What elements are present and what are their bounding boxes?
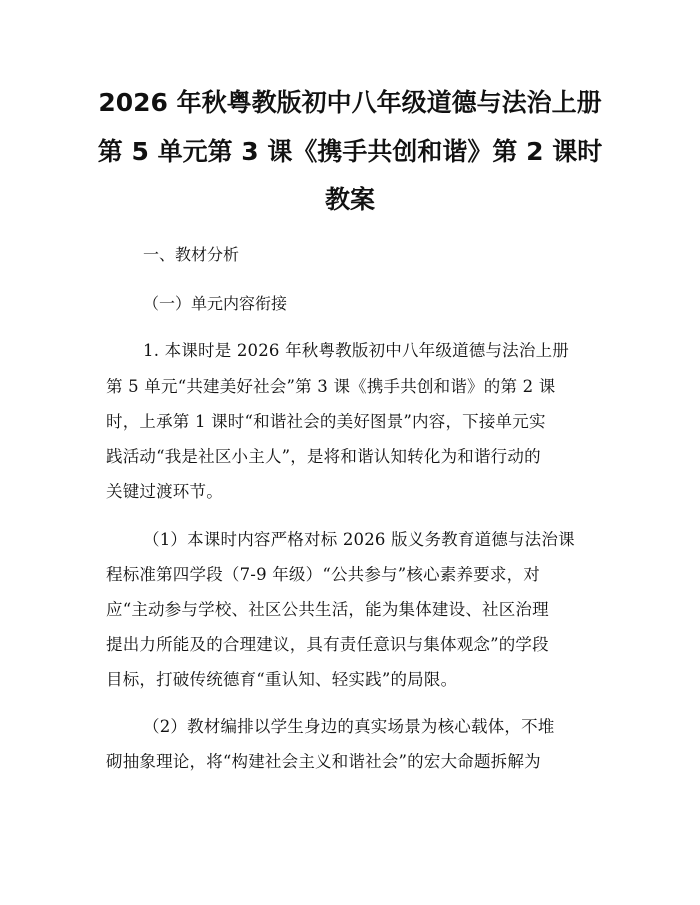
paragraph-1-line-1: 1. 本课时是 2026 年秋粤教版初中八年级道德与法治上册 — [143, 341, 569, 360]
paragraph-1-line-4: 践活动“我是社区小主人”，是将和谐认知转化为和谐行动的 — [106, 447, 541, 466]
paragraph-2-line-1: （1）本课时内容严格对标 2026 版义务教育道德与法治课 — [143, 530, 575, 549]
paragraph-1-line-5: 关键过渡环节。 — [106, 482, 223, 501]
paragraph-2-line-5: 目标，打破传统德育“重认知、轻实践”的局限。 — [106, 670, 458, 689]
section-heading: 一、教材分析 — [143, 245, 240, 264]
subsection-heading: （一）单元内容衔接 — [143, 294, 288, 313]
paragraph-2-line-2: 程标准第四学段（7-9 年级）“公共参与”核心素养要求，对 — [106, 565, 540, 584]
paragraph-1-line-2: 第 5 单元“共建美好社会”第 3 课《携手共创和谐》的第 2 课 — [106, 377, 556, 396]
document-title-line-1: 2026 年秋粤教版初中八年级道德与法治上册 — [98, 88, 602, 117]
paragraph-2-line-3: 应“主动参与学校、社区公共生活，能为集体建设、社区治理 — [106, 600, 549, 619]
paragraph-3-line-1: （2）教材编排以学生身边的真实场景为核心载体，不堆 — [143, 717, 555, 736]
paragraph-2-line-4: 提出力所能及的合理建议，具有责任意识与集体观念”的学段 — [106, 635, 549, 654]
document-title-line-2: 第 5 单元第 3 课《携手共创和谐》第 2 课时 — [97, 137, 603, 166]
paragraph-1-line-3: 时，上承第 1 课时“和谐社会的美好图景”内容，下接单元实 — [106, 412, 546, 431]
document-title-line-3: 教案 — [324, 185, 375, 214]
paragraph-3-line-2: 砌抽象理论，将“构建社会主义和谐社会”的宏大命题拆解为 — [106, 752, 541, 771]
